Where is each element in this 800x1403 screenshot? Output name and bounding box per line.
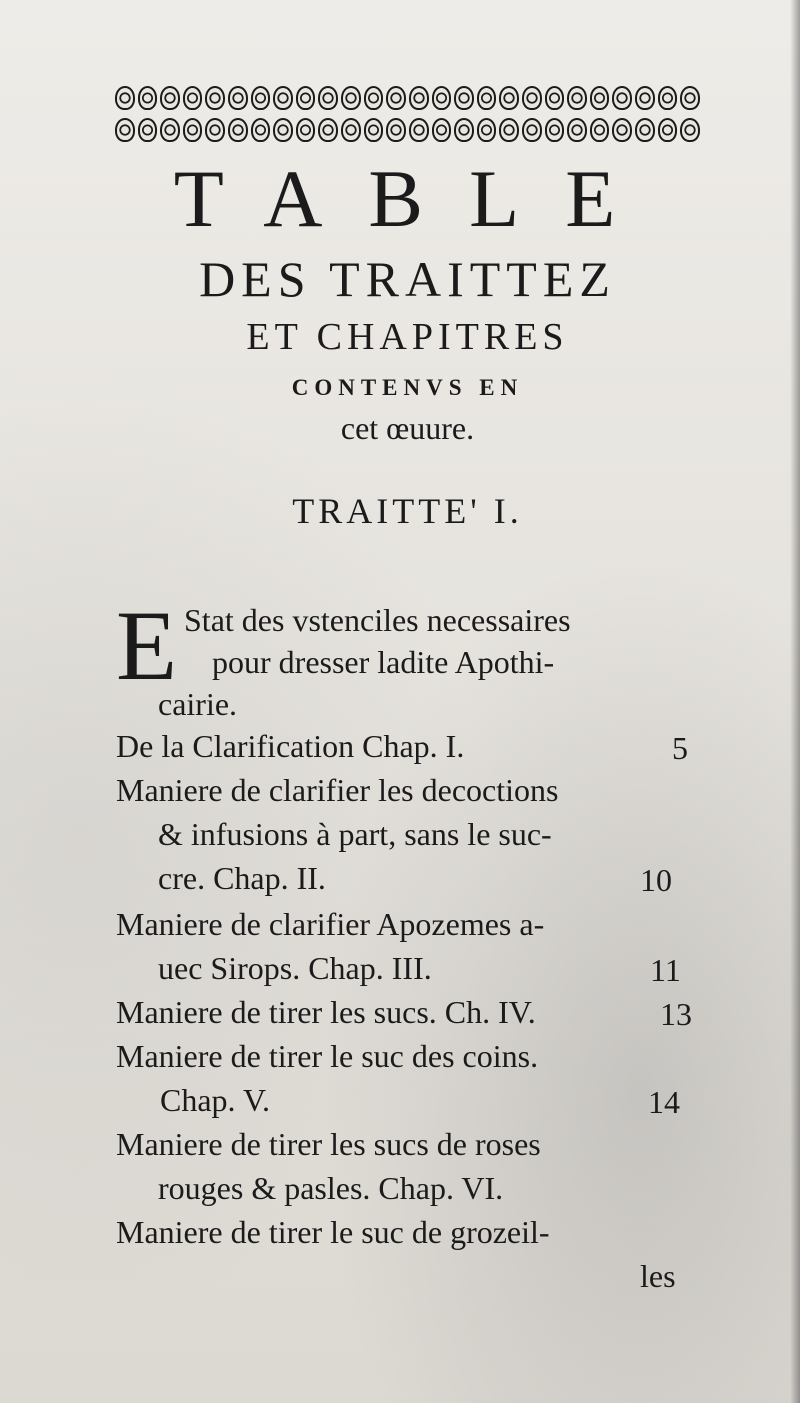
entry-2-text: De la Clarification Chap. I. (116, 728, 465, 764)
entry-4-line-2: uec Sirops. Chap. III. (158, 950, 432, 986)
entry-2-page: 5 (672, 730, 688, 766)
entry-6-line-1: Maniere de tirer le suc des coins. (116, 1038, 539, 1074)
subtitle-line-2: ET CHAPITRES (246, 316, 569, 358)
section-heading: TRAITTE' I. (292, 491, 523, 531)
drop-cap: E (116, 590, 178, 701)
entry-4-line-1: Maniere de clarifier Apozemes a- (116, 906, 545, 942)
entry-3-line-2: & infusions à part, sans le suc- (158, 816, 552, 852)
ornament-row-top (115, 86, 700, 110)
entry-6-page: 14 (648, 1084, 680, 1120)
decorative-headpiece (115, 86, 700, 142)
entry-8-line-1: Maniere de tirer le suc de grozeil- (116, 1214, 550, 1250)
entry-1-line-3: cairie. (158, 686, 238, 722)
entry-3-line-1: Maniere de clarifier les decoctions (116, 772, 559, 808)
entry-7-line-1: Maniere de tirer les sucs de roses (116, 1126, 541, 1162)
entry-7-line-2: rouges & pasles. Chap. VI. (158, 1170, 504, 1206)
page-edge-shadow (790, 0, 800, 1403)
entry-8-line-2: les (640, 1258, 676, 1294)
entry-3-page: 10 (640, 862, 672, 898)
entry-5-text: Maniere de tirer les sucs. Ch. IV. (116, 994, 536, 1030)
subtitle-line-1: DES TRAITTEZ (199, 251, 616, 307)
entry-1-line-1: Stat des vstenciles necessaires (184, 602, 571, 638)
entry-3-line-3: cre. Chap. II. (158, 860, 326, 896)
subtitle-line-3: CONTENVS EN (291, 375, 524, 400)
ornament-row-bottom (115, 118, 700, 142)
entry-4-page: 11 (650, 952, 681, 988)
entry-6-line-2: Chap. V. (160, 1082, 270, 1118)
entry-1-line-2: pour dresser ladite Apothi- (212, 644, 555, 680)
entry-5-page: 13 (660, 996, 692, 1032)
page-title: TABLE (173, 153, 662, 244)
subtitle-line-4: cet œuure. (340, 410, 475, 446)
